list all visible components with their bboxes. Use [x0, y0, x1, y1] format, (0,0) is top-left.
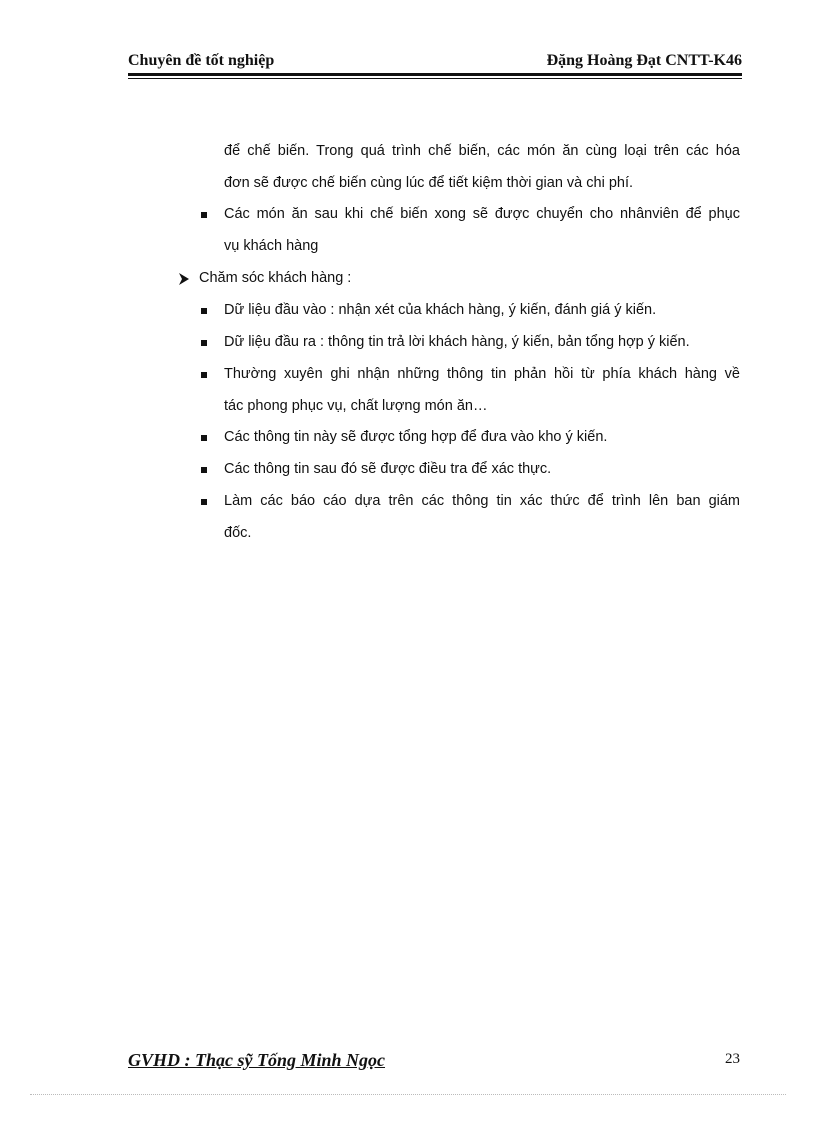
- square-bullet-icon: [201, 308, 207, 314]
- list-item: Các thông tin này sẽ được tổng hợp để đưa vào kho ý kiến.: [224, 429, 608, 445]
- list-item-continuation: vụ khách hàng: [224, 238, 319, 254]
- list-item: Làm các báo cáo dựa trên các thông tin xác thức để trình lên ban giám: [224, 493, 740, 509]
- section-heading: Chăm sóc khách hàng :: [199, 270, 352, 286]
- square-bullet-icon: [201, 499, 207, 505]
- page-number: 23: [725, 1051, 740, 1067]
- list-item: Dữ liệu đầu vào : nhận xét của khách hàng, ý kiến, đánh giá ý kiến.: [224, 302, 657, 318]
- square-bullet-icon: [201, 467, 207, 473]
- page-header: [128, 52, 742, 74]
- arrowhead-bullet-icon: [178, 273, 190, 285]
- header-left-title: Chuyên đề tốt nghiệp: [128, 52, 275, 69]
- header-rule-thin: [128, 78, 742, 79]
- list-item: Dữ liệu đầu ra : thông tin trả lời khách hàng, ý kiến, bản tổng hợp ý kiến.: [224, 334, 690, 350]
- list-item: Các món ăn sau khi chế biến xong sẽ được chuyển cho nhânviên để phục: [224, 206, 740, 222]
- list-item-continuation: tác phong phục vụ, chất lượng món ăn…: [224, 398, 488, 414]
- header-rule-thick: [128, 73, 742, 76]
- page-edge-divider: [30, 1094, 786, 1095]
- square-bullet-icon: [201, 340, 207, 346]
- header-right-author: Đặng Hoàng Đạt CNTT-K46: [546, 52, 742, 69]
- paragraph-line: đơn sẽ được chế biến cùng lúc để tiết kiệm thời gian và chi phí.: [224, 175, 634, 191]
- paragraph-line: để chế biến. Trong quá trình chế biến, các món ăn cùng loại trên các hóa: [224, 143, 740, 159]
- square-bullet-icon: [201, 212, 207, 218]
- list-item-continuation: đốc.: [224, 525, 252, 541]
- footer-advisor: GVHD : Thạc sỹ Tống Minh Ngọc: [128, 1050, 386, 1070]
- list-item: Các thông tin sau đó sẽ được điều tra để xác thực.: [224, 461, 552, 477]
- list-item: Thường xuyên ghi nhận những thông tin phản hồi từ phía khách hàng về: [224, 366, 740, 382]
- square-bullet-icon: [201, 435, 207, 441]
- square-bullet-icon: [201, 372, 207, 378]
